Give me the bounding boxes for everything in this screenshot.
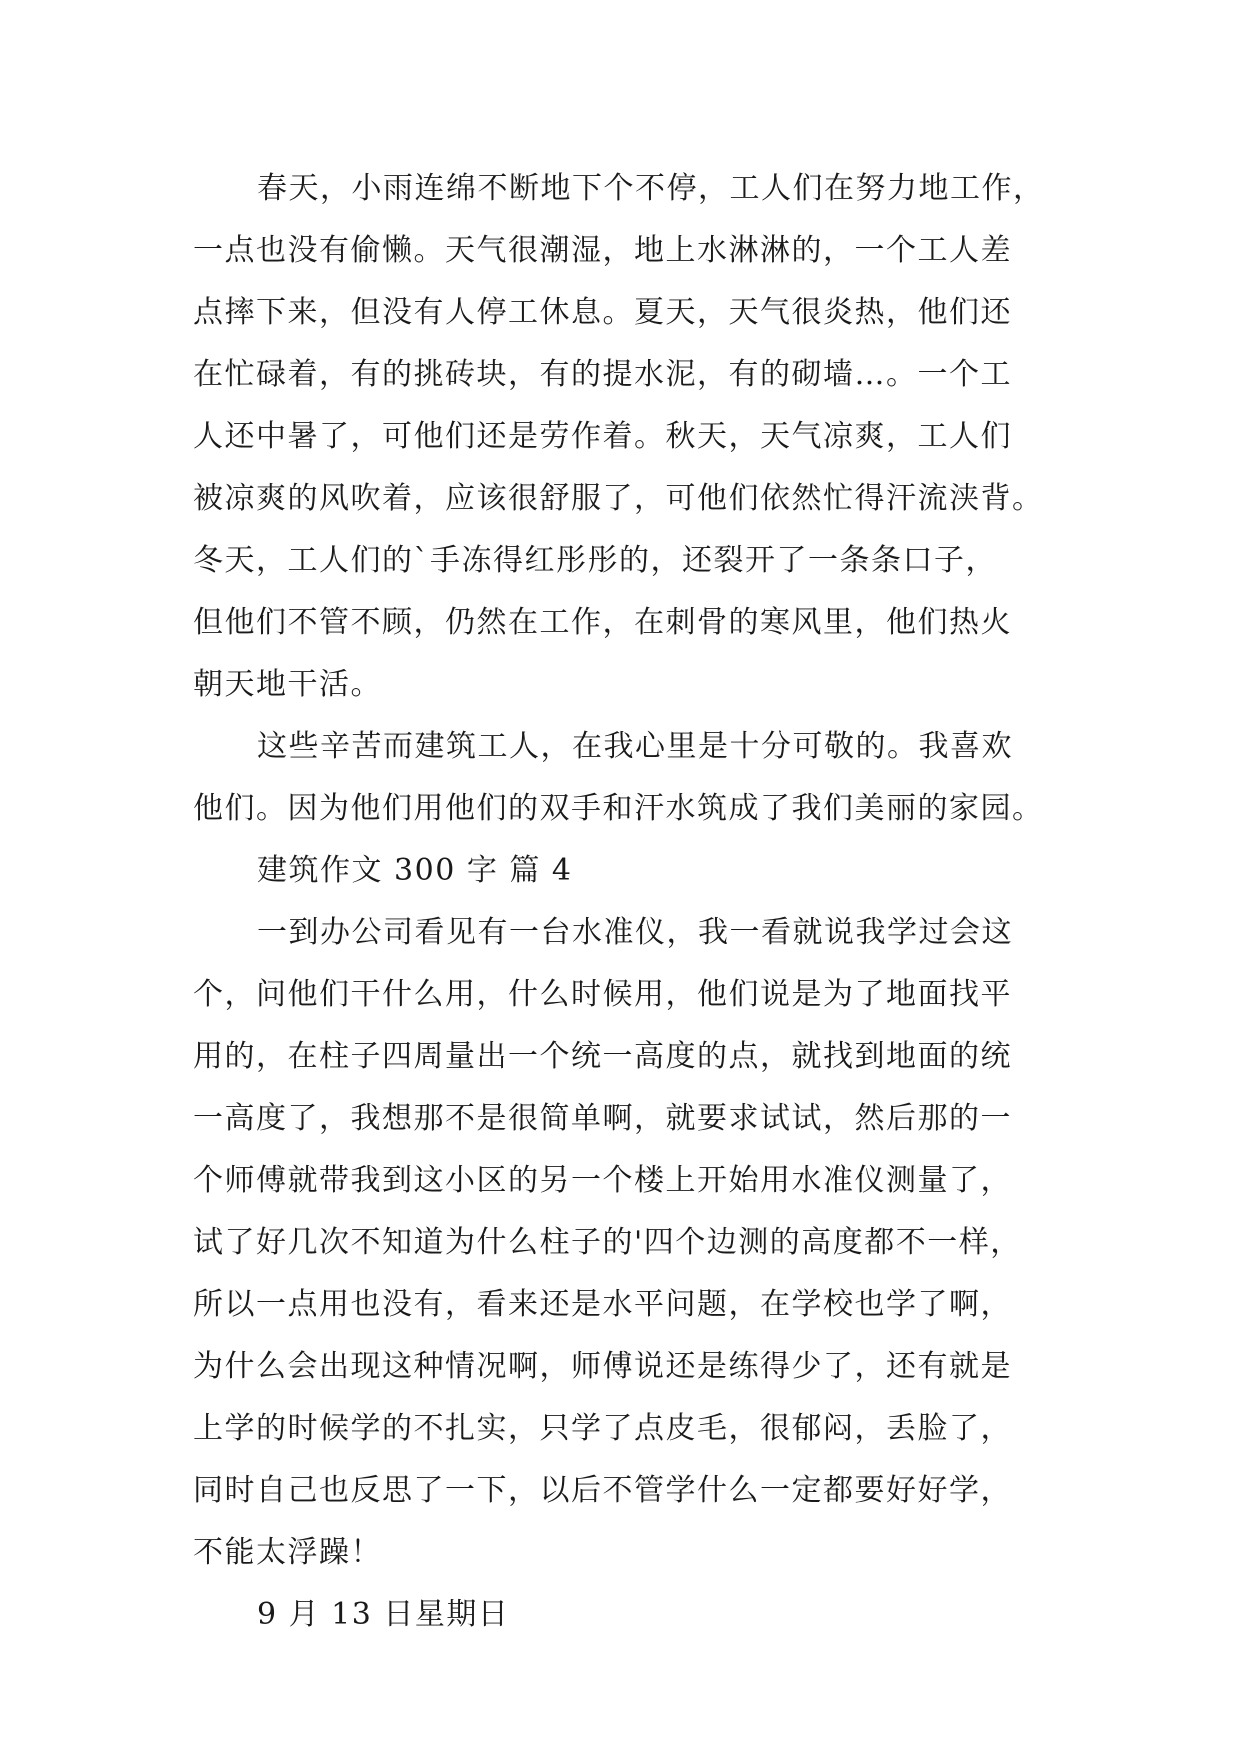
paragraph-line: 他们。因为他们用他们的双手和汗水筑成了我们美丽的家园。 <box>193 791 1044 826</box>
paragraph-line: 这些辛苦而建筑工人，在我心里是十分可敬的。我喜欢 <box>257 729 1013 764</box>
paragraph-line: 春天，小雨连绵不断地下个不停，工人们在努力地工作， <box>257 171 1045 206</box>
paragraph-line: 一高度了，我想那不是很简单啊，就要求试试，然后那的一 <box>193 1101 1012 1136</box>
paragraph-line: 上学的时候学的不扎实，只学了点皮毛，很郁闷，丢脸了， <box>193 1411 1012 1446</box>
paragraph-line: 点摔下来，但没有人停工休息。夏天，天气很炎热，他们还 <box>193 295 1012 330</box>
paragraph-line: 个，问他们干什么用，什么时候用，他们说是为了地面找平 <box>193 977 1012 1012</box>
paragraph-line: 为什么会出现这种情况啊，师傅说还是练得少了，还有就是 <box>193 1349 1012 1384</box>
paragraph-line: 但他们不管不顾，仍然在工作，在刺骨的寒风里，他们热火 <box>193 605 1012 640</box>
paragraph-line: 人还中暑了，可他们还是劳作着。秋天，天气凉爽，工人们 <box>193 419 1012 454</box>
paragraph-line: 用的，在柱子四周量出一个统一高度的点，就找到地面的统 <box>193 1039 1012 1074</box>
date-line: 9 月 13 日星期日 <box>257 1597 510 1632</box>
paragraph-line: 试了好几次不知道为什么柱子的'四个边测的高度都不一样， <box>193 1225 1022 1260</box>
paragraph-line: 朝天地干活。 <box>193 667 382 702</box>
paragraph-line: 一到办公司看见有一台水准仪，我一看就说我学过会这 <box>257 915 1013 950</box>
paragraph-line: 个师傅就带我到这小区的另一个楼上开始用水准仪测量了， <box>193 1163 1012 1198</box>
paragraph-line: 被凉爽的风吹着，应该很舒服了，可他们依然忙得汗流浃背。 <box>193 481 1044 516</box>
document-body <box>193 158 1073 1646</box>
paragraph-line: 所以一点用也没有，看来还是水平问题，在学校也学了啊， <box>193 1287 1012 1322</box>
paragraph-line: 冬天，工人们的`手冻得红彤彤的，还裂开了一条条口子， <box>193 543 997 578</box>
paragraph-line: 不能太浮躁！ <box>193 1535 382 1570</box>
paragraph-line: 同时自己也反思了一下，以后不管学什么一定都要好好学， <box>193 1473 1012 1508</box>
section-heading: 建筑作文 300 字 篇 4 <box>257 853 573 888</box>
paragraph-line: 一点也没有偷懒。天气很潮湿，地上水淋淋的，一个工人差 <box>193 233 1012 268</box>
paragraph-line: 在忙碌着，有的挑砖块，有的提水泥，有的砌墙…。一个工 <box>193 357 1012 392</box>
